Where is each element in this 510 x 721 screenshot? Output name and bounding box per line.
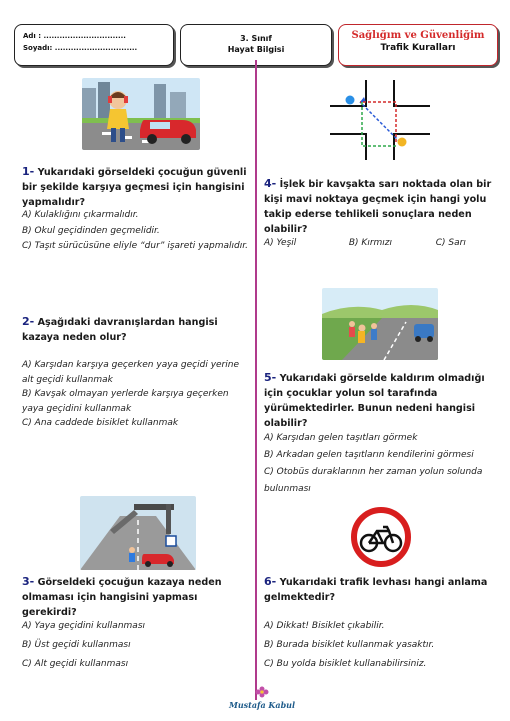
question-4 [264,176,500,237]
crossing-child-illustration [82,78,200,150]
q3-option-c[interactable]: C) Alt geçidi kullanması [22,659,129,669]
question-3-options [22,617,252,674]
question-6-text: Yukarıdaki trafik levhası hangi anlama gelmektedir? [264,577,488,603]
q2-option-b[interactable]: B) Kavşak olmayan yerlerde karşıya geçerken yaya geçidini kullanmak [22,389,229,414]
column-divider [255,60,257,700]
no-bicycle-sign-icon [351,507,411,567]
question-2-number: 2- [22,315,35,328]
q4-option-a[interactable]: A) Yeşil [264,238,297,248]
question-5 [264,370,500,431]
children-walking-illustration [322,288,438,360]
grade-label: 3. Sınıf [240,34,272,43]
q5-option-b[interactable]: B) Arkadan gelen taşıtların kendilerini görmesi [264,450,474,460]
overpass-street-illustration [80,496,196,570]
question-1-text: Yukarıdaki görseldeki çocuğun güvenli bir şekilde karşıya geçmesi için hangisini yapmalıdır? [22,167,247,208]
question-6-options [264,617,500,674]
surname-label: Soyadı: ............................... [23,44,138,52]
question-4-text: İşlek bir kavşakta sarı noktada olan bir kişi mavi noktaya geçmek için hangi yolu takip ederse tehlikeli sonuçlara neden olabilir? [264,179,492,235]
question-1 [22,164,254,210]
q6-option-b[interactable]: B) Burada bisiklet kullanmak yasaktır. [264,640,435,650]
question-5-number: 5- [264,371,277,384]
q1-option-a[interactable]: A) Kulaklığını çıkarmalıdır. [22,210,139,220]
q4-option-c[interactable]: C) Sarı [435,238,466,248]
unit-subtitle: Trafik Kuralları [380,43,456,53]
question-4-options [264,236,500,251]
question-2 [22,314,242,345]
q1-option-b[interactable]: B) Okul geçidinden geçmelidir. [22,225,160,236]
q1-option-c[interactable]: C) Taşıt sürücüsüne eliyle “dur” işareti yapmalıdır. [22,241,248,252]
author-name: Mustafa Kabul [228,700,296,710]
unit-title: Sağlığım ve Güvenliğim [351,30,485,41]
q3-option-b[interactable]: B) Üst geçidi kullanması [22,640,131,650]
q3-option-a[interactable]: A) Yaya geçidini kullanması [22,621,146,631]
question-3-number: 3- [22,575,35,588]
q2-option-c[interactable]: C) Ana caddede bisiklet kullanmak [22,418,179,429]
question-3 [22,574,252,620]
intersection-diagram [330,80,430,160]
q5-option-c[interactable]: C) Otobüs duraklarının her zaman yolun solunda bulunması [264,467,483,494]
subject-label: Hayat Bilgisi [227,45,285,54]
question-5-options [264,430,500,498]
question-1-number: 1- [22,165,35,178]
question-2-text: Aşağıdaki davranışlardan hangisi kazaya neden olur? [22,317,218,343]
question-6-number: 6- [264,575,277,588]
q4-option-b[interactable]: B) Kırmızı [348,238,393,248]
question-2-options [22,358,248,431]
q5-option-a[interactable]: A) Karşıdan gelen taşıtları görmek [264,433,418,443]
name-label: Adı : ............................... [23,32,126,40]
q2-option-a[interactable]: A) Karşıdan karşıya geçerken yaya geçidi yerine alt geçidi kullanmak [22,360,239,385]
question-5-text: Yukarıdaki görselde kaldırım olmadığı için çocuklar yolun sol tarafında yürümektedirler. Bunun nedeni hangisi olabilir? [264,373,485,429]
q6-option-c[interactable]: C) Bu yolda bisiklet kullanabilirsiniz. [264,659,427,669]
question-1-options [22,208,254,254]
header-name-box [14,24,174,66]
question-4-number: 4- [264,177,277,190]
author-signature [222,686,302,710]
question-3-text: Görseldeki çocuğun kazaya neden olmaması için hangisini yapması gerekirdi? [22,577,222,618]
header-unit-box [338,24,498,66]
flower-icon [254,686,270,698]
question-6 [264,574,488,605]
q6-option-a[interactable]: A) Dikkat! Bisiklet çıkabilir. [264,621,385,631]
